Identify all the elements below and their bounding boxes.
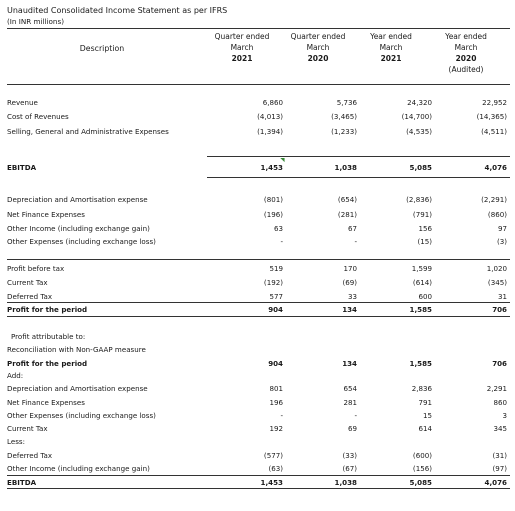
table-row <box>7 290 510 303</box>
table-row <box>7 476 510 489</box>
table-row <box>7 343 510 356</box>
row-value: 614 <box>418 424 432 433</box>
row-value: (791) <box>412 210 432 219</box>
row-label: Cost of Revenues <box>7 112 69 121</box>
row-label: Add: <box>7 371 24 380</box>
row-value: 860 <box>493 398 507 407</box>
table-row <box>7 262 510 275</box>
row-value: 1,020 <box>486 264 507 273</box>
row-label: Profit for the period <box>7 305 88 314</box>
column-header-year: 2021 <box>380 54 402 63</box>
row-value: 1,038 <box>334 478 357 487</box>
row-value: (3) <box>496 237 507 246</box>
column-header-month: March <box>230 43 254 52</box>
row-value: (4,013) <box>257 112 283 121</box>
row-value: (3,465) <box>331 112 357 121</box>
row-value: 904 <box>268 305 283 314</box>
row-value: 156 <box>418 224 432 233</box>
row-value: 192 <box>269 424 283 433</box>
table-rule <box>207 177 510 178</box>
row-value: 3 <box>502 411 507 420</box>
row-label: Selling, General and Administrative Expenses <box>7 127 169 136</box>
row-value: 5,736 <box>336 98 357 107</box>
row-value: (614) <box>412 278 432 287</box>
row-value: (2,836) <box>406 195 432 204</box>
row-value: (196) <box>263 210 283 219</box>
table-row <box>7 125 510 138</box>
row-label: EBITDA <box>7 478 37 487</box>
column-header-year: 2020 <box>307 54 329 63</box>
header-top-rule <box>7 28 510 29</box>
row-label: Depreciation and Amortisation expense <box>7 195 148 204</box>
row-value: 791 <box>418 398 432 407</box>
table-row <box>7 369 510 382</box>
row-value: 22,952 <box>482 98 507 107</box>
row-label: Deferred Tax <box>7 451 53 460</box>
row-value: 31 <box>497 292 507 301</box>
row-value: 5,085 <box>409 478 432 487</box>
row-label: Other Expenses (including exchange loss) <box>7 411 156 420</box>
table-row <box>7 435 510 448</box>
row-value: 5,085 <box>409 163 432 172</box>
row-value: (345) <box>487 278 507 287</box>
row-value: - <box>280 411 283 420</box>
row-value: 1,038 <box>334 163 357 172</box>
table-rule <box>7 316 510 317</box>
row-value: (1,233) <box>331 127 357 136</box>
row-value: (14,700) <box>401 112 432 121</box>
row-label: Revenue <box>7 98 38 107</box>
column-header-month: March <box>379 43 403 52</box>
row-value: 1,453 <box>260 478 283 487</box>
column-header-period: Year ended <box>370 32 412 41</box>
row-label: Reconciliation with Non-GAAP measure <box>7 345 146 354</box>
row-value: 1,585 <box>409 305 432 314</box>
row-value: 1,599 <box>411 264 432 273</box>
column-header-period: Quarter ended <box>290 32 346 41</box>
row-value: 706 <box>492 305 507 314</box>
row-value: 15 <box>422 411 432 420</box>
table-row <box>7 462 510 475</box>
row-value: 33 <box>347 292 357 301</box>
row-label: Profit attributable to: <box>11 332 86 341</box>
table-row <box>7 222 510 235</box>
column-header-period: Quarter ended <box>214 32 270 41</box>
column-header-month: March <box>306 43 330 52</box>
currency-unit-note: (In INR millions) <box>7 17 65 26</box>
table-row <box>7 422 510 435</box>
row-label: Other Income (including exchange gain) <box>7 224 150 233</box>
table-row <box>7 303 510 316</box>
row-value: (14,365) <box>476 112 507 121</box>
row-label: Current Tax <box>7 424 48 433</box>
row-label: Other Expenses (including exchange loss) <box>7 237 156 246</box>
row-value: (15) <box>417 237 432 246</box>
row-value: (4,511) <box>481 127 507 136</box>
row-value: 1,453 <box>260 163 283 172</box>
row-value: (67) <box>342 464 357 473</box>
row-value: 134 <box>342 305 357 314</box>
row-label: Net Finance Expenses <box>7 398 85 407</box>
column-header-year: 2021 <box>231 54 253 63</box>
row-value: (192) <box>263 278 283 287</box>
table-row <box>7 208 510 221</box>
table-rule <box>207 156 510 157</box>
row-label: Deferred Tax <box>7 292 53 301</box>
row-value: (600) <box>412 451 432 460</box>
header-bottom-rule <box>7 84 510 85</box>
row-value: 97 <box>497 224 507 233</box>
row-label: Depreciation and Amortisation expense <box>7 384 148 393</box>
row-value: 63 <box>273 224 283 233</box>
row-value: 600 <box>418 292 432 301</box>
row-value: (69) <box>342 278 357 287</box>
row-value: 170 <box>343 264 357 273</box>
row-value: (281) <box>337 210 357 219</box>
row-label: Net Finance Expenses <box>7 210 85 219</box>
description-column-header: Description <box>79 44 125 53</box>
row-value: 2,836 <box>411 384 432 393</box>
row-value: 801 <box>269 384 283 393</box>
row-value: (31) <box>492 451 507 460</box>
row-value: 654 <box>343 384 357 393</box>
table-row <box>7 396 510 409</box>
table-rule <box>7 259 510 260</box>
row-label: Profit for the period <box>7 359 88 368</box>
row-value: 706 <box>492 359 507 368</box>
row-value: 577 <box>269 292 283 301</box>
row-value: 345 <box>493 424 507 433</box>
row-label: EBITDA <box>7 163 37 172</box>
row-value: 4,076 <box>484 163 507 172</box>
row-value: - <box>354 411 357 420</box>
row-value: - <box>280 237 283 246</box>
row-value: (33) <box>342 451 357 460</box>
row-value: (156) <box>412 464 432 473</box>
column-header-y-2021 <box>354 31 428 64</box>
table-row <box>7 330 510 343</box>
column-header-note: (Audited) <box>448 65 484 74</box>
row-value: - <box>354 237 357 246</box>
table-row <box>7 235 510 248</box>
column-header-period: Year ended <box>445 32 487 41</box>
table-row <box>7 110 510 123</box>
statement-title: Unaudited Consolidated Income Statement as per IFRS <box>7 6 228 15</box>
row-value: (801) <box>263 195 283 204</box>
row-value: (860) <box>487 210 507 219</box>
row-value: 904 <box>268 359 283 368</box>
row-value: 24,320 <box>407 98 432 107</box>
column-header-year: 2020 <box>455 54 477 63</box>
column-header-q-2020 <box>281 31 355 64</box>
row-value: (97) <box>492 464 507 473</box>
table-row <box>7 96 510 109</box>
table-row <box>7 409 510 422</box>
column-header-q-2021 <box>205 31 279 64</box>
table-row <box>7 449 510 462</box>
row-value: (654) <box>337 195 357 204</box>
row-value: (577) <box>263 451 283 460</box>
row-value: 2,291 <box>486 384 507 393</box>
row-label: Current Tax <box>7 278 48 287</box>
row-value: 281 <box>343 398 357 407</box>
row-value: (1,394) <box>257 127 283 136</box>
table-row <box>7 276 510 289</box>
row-value: (63) <box>268 464 283 473</box>
row-value: 1,585 <box>409 359 432 368</box>
row-value: 196 <box>269 398 283 407</box>
column-header-month: March <box>454 43 478 52</box>
row-value: 67 <box>347 224 357 233</box>
row-value: 134 <box>342 359 357 368</box>
row-value: (4,535) <box>406 127 432 136</box>
column-header-y-2020 <box>429 31 503 75</box>
row-label: Profit before tax <box>7 264 65 273</box>
row-value: (2,291) <box>481 195 507 204</box>
row-value: 4,076 <box>484 478 507 487</box>
row-value: 519 <box>269 264 283 273</box>
row-value: 69 <box>347 424 357 433</box>
row-label: Other Income (including exchange gain) <box>7 464 150 473</box>
row-label: Less: <box>7 437 25 446</box>
row-value: 6,860 <box>262 98 283 107</box>
table-row <box>7 382 510 395</box>
table-row <box>7 193 510 206</box>
table-row <box>7 161 510 174</box>
